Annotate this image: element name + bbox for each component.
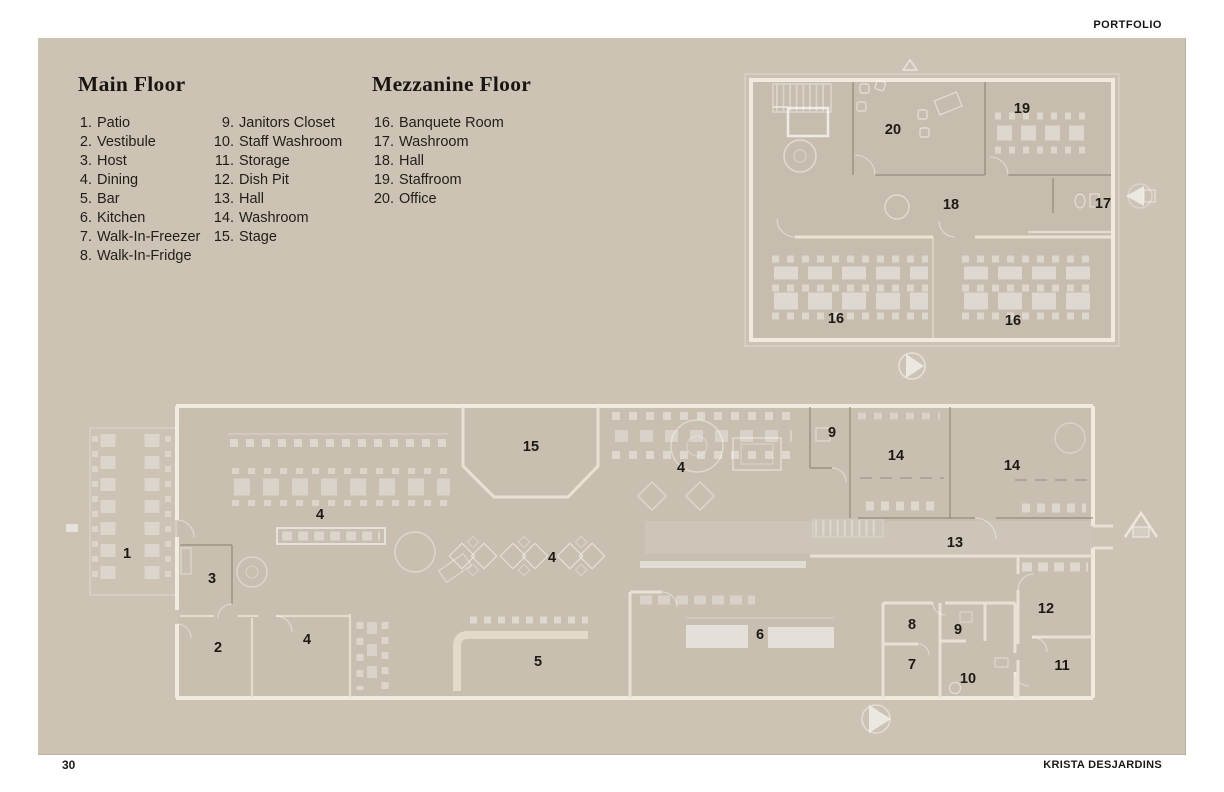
legend-label: Walk-In-Fridge — [97, 248, 192, 264]
room-label: 8 — [907, 617, 917, 633]
legend-item — [212, 114, 342, 133]
legend-number: 5. — [79, 191, 92, 207]
room-label: 18 — [942, 197, 960, 213]
room-label: 15 — [522, 439, 540, 455]
room-label: 16 — [1004, 313, 1022, 329]
legend-number: 20. — [373, 191, 394, 207]
legend-item — [212, 133, 342, 152]
room-label: 3 — [207, 571, 217, 587]
room-label: 12 — [1037, 601, 1055, 617]
room-label: 16 — [827, 311, 845, 327]
legend-item — [212, 152, 342, 171]
legend-label: Washroom — [399, 134, 469, 150]
legend-number: 9. — [221, 115, 234, 131]
legend-label: Bar — [97, 191, 120, 207]
legend-label: Vestibule — [97, 134, 156, 150]
legend-item — [212, 171, 342, 190]
legend-number: 15. — [213, 229, 234, 245]
legend-number: 2. — [79, 134, 92, 150]
room-label: 11 — [1054, 658, 1070, 674]
room-label: 9 — [953, 622, 963, 638]
main-floor-legend-col2 — [212, 114, 342, 247]
legend-number: 16. — [373, 115, 394, 131]
legend-number: 7. — [79, 229, 92, 245]
room-label: 6 — [755, 627, 765, 643]
legend-label: Dining — [97, 172, 139, 188]
legend-label: Dish Pit — [239, 172, 289, 188]
legend-item — [78, 209, 200, 228]
room-label: 9 — [827, 425, 837, 441]
legend-number: 18. — [373, 153, 394, 169]
legend-number: 1. — [79, 115, 92, 131]
main-floor-title: Main Floor — [78, 72, 186, 96]
mezzanine-legend — [372, 114, 504, 209]
legend-number: 13. — [213, 191, 234, 207]
legend-number: 10. — [213, 134, 234, 150]
legend-label: Staffroom — [399, 172, 462, 188]
legend-number: 12. — [213, 172, 234, 188]
legend-item — [212, 228, 342, 247]
legend-number: 14. — [213, 210, 234, 226]
mezzanine-floor-plan — [695, 50, 1180, 400]
legend-label: Hall — [239, 191, 264, 207]
legend-label: Patio — [97, 115, 131, 131]
legend-number: 11. — [214, 153, 234, 169]
legend-item — [78, 114, 200, 133]
room-label: 14 — [887, 448, 905, 464]
legend-item — [78, 152, 200, 171]
legend-label: Washroom — [239, 210, 309, 226]
legend-item — [78, 247, 200, 266]
legend-label: Kitchen — [97, 210, 146, 226]
legend-label: Stage — [239, 229, 277, 245]
legend-label: Banquete Room — [399, 115, 504, 131]
room-label: 10 — [959, 671, 977, 687]
legend-item — [372, 114, 504, 133]
legend-item — [372, 133, 504, 152]
room-label: 17 — [1094, 196, 1112, 212]
legend-number: 3. — [79, 153, 92, 169]
legend-number: 8. — [79, 248, 92, 264]
author-name: KRISTA DESJARDINS — [1043, 759, 1162, 771]
room-label: 4 — [676, 460, 686, 476]
legend-label: Janitors Closet — [239, 115, 335, 131]
legend-item — [372, 171, 504, 190]
legend-item — [78, 133, 200, 152]
legend-label: Host — [97, 153, 127, 169]
legend-item — [78, 228, 200, 247]
legend-item — [372, 190, 504, 209]
room-label: 13 — [946, 535, 964, 551]
room-label: 4 — [315, 507, 325, 523]
room-label: 2 — [213, 640, 223, 656]
legend-label: Office — [399, 191, 437, 207]
page-number: 30 — [62, 758, 76, 772]
room-label: 5 — [533, 654, 543, 670]
legend-item — [212, 209, 342, 228]
room-label: 20 — [884, 122, 902, 138]
room-label: 7 — [907, 657, 917, 673]
legend-label: Staff Washroom — [239, 134, 343, 150]
legend-number: 17. — [373, 134, 394, 150]
legend-number: 19. — [373, 172, 394, 188]
portfolio-header: PORTFOLIO — [1093, 19, 1162, 31]
room-label: 1 — [122, 546, 132, 562]
legend-label: Walk-In-Freezer — [97, 229, 201, 245]
legend-item — [212, 190, 342, 209]
mezzanine-floor-title: Mezzanine Floor — [372, 72, 532, 96]
legend-label: Hall — [399, 153, 424, 169]
main-floor-legend-col1 — [78, 114, 200, 266]
legend-number: 4. — [79, 172, 92, 188]
legend-item — [372, 152, 504, 171]
legend-number: 6. — [79, 210, 92, 226]
main-floor-plan — [60, 395, 1180, 745]
patio-icons — [66, 428, 176, 595]
room-label: 4 — [302, 632, 312, 648]
legend-item — [78, 190, 200, 209]
room-label: 4 — [547, 550, 557, 566]
room-label: 14 — [1003, 458, 1021, 474]
legend-item — [78, 171, 200, 190]
room-label: 19 — [1013, 101, 1031, 117]
legend-label: Storage — [239, 153, 290, 169]
